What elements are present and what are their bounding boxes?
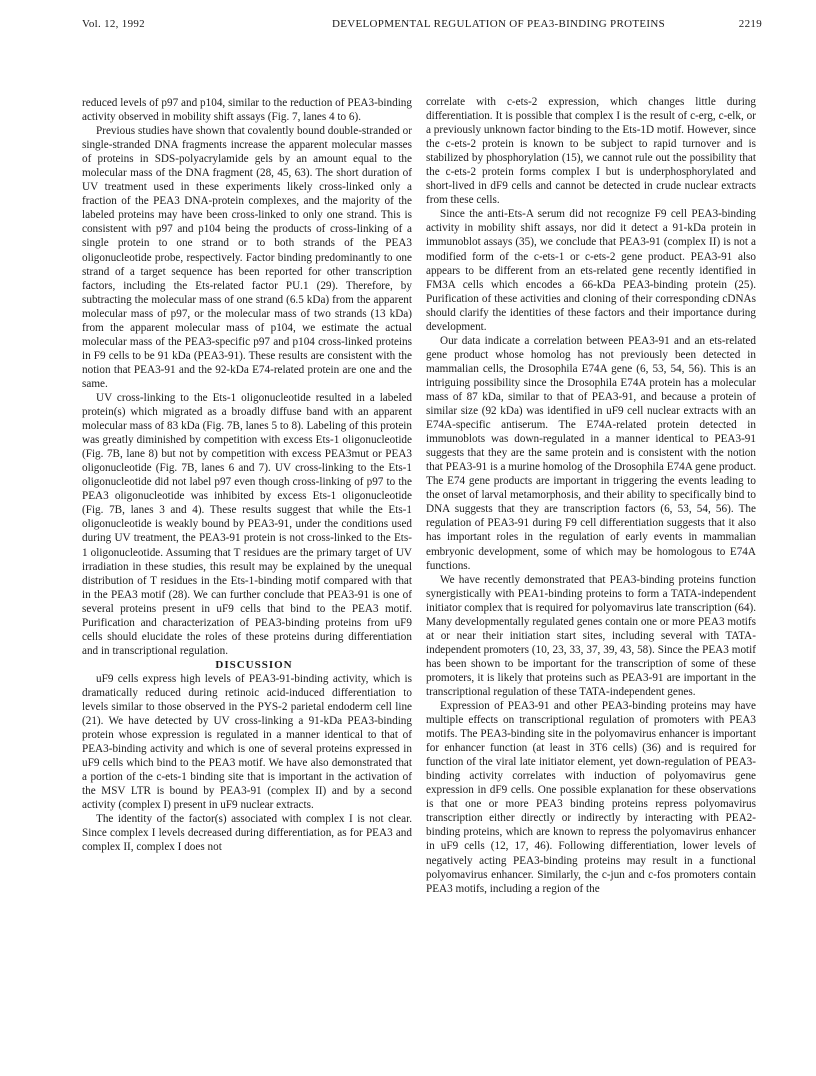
- paragraph: correlate with c-ets-2 expression, which changes little during differentiation. It is possible that complex I is the result of c-erg, c-elk, or a previously unknown factor binding to the Ets-1D motif. However, since the c-ets-2 protein is known to be subject to rapid turnover and is stabilized by phosphorylation (15), we cannot rule out the possibility that the c-ets-2 protein forms complex I but is underphosphorylated and short-lived in dF9 cells and cannot be detected in crude nuclear extracts from these cells.: [426, 96, 756, 207]
- discussion-heading: DISCUSSION: [215, 658, 293, 671]
- paragraph: Expression of PEA3-91 and other PEA3-binding proteins may have multiple effects on transcriptional regulation of promoters with PEA3 motifs. The PEA3-binding site in the polyomavirus enhancer is important for enhancer function (at least in 3T6 cells) (36) and is required for function of the viral late initiator element, yet down-regulation of PEA3-binding activity correlates with induction of polyomavirus gene expression in dF9 cells. One possible explanation for these observations is that one or more PEA3 binding proteins repress polyomavirus transcription either directly or indirectly by interacting with PEA2-binding proteins, which are known to repress the polyomavirus enhancer in uF9 cells (12, 17, 46). Following differentiation, lower levels of negatively acting PEA3-binding proteins may result in a functional polyomavirus enhancer. Similarly, the c-jun and c-fos promoters contain PEA3 motifs, including a region of the: [426, 700, 756, 895]
- volume-label: Vol. 12, 1992: [82, 18, 145, 30]
- paragraph: Since the anti-Ets-A serum did not recognize F9 cell PEA3-binding activity in mobility shift assays, nor did it detect a 91-kDa protein in immunoblot assays (35), we conclude that PEA3-91 (complex II) is not a modified form of the c-ets-1 or c-ets-2 gene product. PEA3-91 also appears to be different from an ets-related gene recently identified in FM3A cells which encodes a 66-kDa PEA3-binding protein (25). Purification of these activities and cloning of their corresponding cDNAs should clarify the identities of these factors and their importance during development.: [426, 208, 756, 333]
- running-title: DEVELOPMENTAL REGULATION OF PEA3-BINDING PROTEINS: [332, 18, 666, 30]
- running-header: [82, 18, 762, 34]
- paragraph: The identity of the factor(s) associated with complex I is not clear. Since complex I levels decreased during differentiation, as for PEA3 and complex II, complex I does not: [82, 813, 412, 854]
- paragraph: Previous studies have shown that covalently bound double-stranded or single-stranded DNA fragments increase the apparent molecular masses of proteins in SDS-polyacrylamide gels by an amount equal to the molecular mass of the DNA fragment (28, 45, 63). The short duration of UV treatment used in these experiments likely cross-linked only a fraction of the PEA3 DNA-protein complexes, and the majority of the labeled proteins may have been cross-linked to only one strand. This is consistent with p97 and p104 being the products of cross-linking of a single protein to one strand or to both strands of the PEA3 oligonucleotide probe, respectively. Factor binding predominantly to one strand of a target sequence has been reported for other transcription factors, including the Ets-related factor PU.1 (29). Therefore, by subtracting the molecular mass of one strand (6.5 kDa) from the apparent molecular mass of p97, or the molecular mass of two strands (13 kDa) from the apparent molecular mass of p104, we estimate the actual molecular mass of the PEA3-specific p97 and p104 cross-linked proteins in F9 cells to be 91 kDa (PEA3-91). These results are consistent with the notion that PEA3-91 and the 92-kDa E74-related protein are one and the same.: [82, 125, 412, 390]
- paragraph: UV cross-linking to the Ets-1 oligonucleotide resulted in a labeled protein(s) which migrated as a broadly diffuse band with an apparent molecular mass of 83 kDa (Fig. 7B, lanes 5 to 8). Labeling of this protein was greatly diminished by competition with excess Ets-1 oligonucleotide (Fig. 7B, lane 8) but not by competition with excess PEA3mut or PEA3 oligonucleotide (Fig. 7B, lanes 6 and 7). UV cross-linking to the Ets-1 oligonucleotide did not label p97 even though cross-linking of p97 to the PEA3 oligonucleotide was inhibited by excess Ets-1 oligonucleotide (Fig. 7B, lanes 3 and 4). These results suggest that while the Ets-1 oligonucleotide is weakly bound by PEA3-91, under the conditions used during UV treatment, the PEA3-91 protein is not cross-linked to the Ets-1 oligonucleotide. Assuming that T residues are the primary target of UV irradiation in these studies, this result may be explained by the unequal distribution of T residues in the Ets-1-binding motif compared with that in the PEA3 motif (28). We can further conclude that PEA3-91 is one of several proteins present in uF9 cells that bind to the PEA3 motif. Purification and characterization of PEA3-binding proteins from uF9 cells should elucidate the roles of these proteins during differentiation and in transcriptional regulation.: [82, 391, 412, 657]
- left-column: [82, 96, 412, 855]
- paragraph: Our data indicate a correlation between PEA3-91 and an ets-related gene product whose homolog has not previously been detected in mammalian cells, the Drosophila E74A gene (6, 53, 54, 56). This is an intriguing possibility since the Drosophila E74A protein has a molecular mass of 87 kDa, similar to that of PEA3-91, and because a protein of similar size (92 kDa) was identified in uF9 cell nuclear extracts with an E74A-specific antiserum. The E74A-related protein detected in immunoblots was down-regulated in a manner identical to PEA3-91 suggests that they are the same protein and is consistent with the notion that PEA3-91 is a murine homolog of the Drosophila E74A gene product. The E74 gene products are important in triggering the events leading to the onset of larval metamorphosis, and their ability to specifically bind to DNA suggests that they are transcription factors (6, 53, 54, 56). The regulation of PEA3-91 during F9 cell differentiation suggests that it also has important roles in the regulation of early events in mammalian embryonic development, some of which may be homologous to E74A functions.: [426, 334, 756, 572]
- paragraph: uF9 cells express high levels of PEA3-91-binding activity, which is dramatically reduced during retinoic acid-induced differentiation to levels similar to those observed in the PYS-2 parietal endoderm cell line (21). We have detected by UV cross-linking a 91-kDa PEA3-binding protein whose expression is regulated in a manner identical to that of PEA3-binding activity and which is one of several proteins expressed in uF9 cells which bind to the PEA3 motif. We have also demonstrated that a portion of the c-ets-1 binding site that is important in the activation of the MSV LTR is bound by PEA3-91 (complex II) and by a second activity (complex I) present in uF9 nuclear extracts.: [82, 672, 412, 812]
- paragraph: reduced levels of p97 and p104, similar to the reduction of PEA3-binding activity observed in mobility shift assays (Fig. 7, lanes 4 to 6).: [82, 97, 412, 124]
- paragraph: We have recently demonstrated that PEA3-binding proteins function synergistically with PEA1-binding proteins to form a TATA-independent initiator complex that is required for polyomavirus late transcription (64). Many developmentally regulated genes contain one or more PEA3 motifs at or near their initiation start sites, including several with TATA-independent promoters (10, 23, 33, 37, 39, 43, 58). Since the PEA3 motif has been shown to be important for the transcription of some of these promoters, it is likely that proteins such as PEA3-91 are important in the transcriptional regulation of these TATA-independent genes.: [426, 573, 756, 698]
- right-column: [426, 95, 756, 896]
- page-number: 2219: [738, 18, 762, 30]
